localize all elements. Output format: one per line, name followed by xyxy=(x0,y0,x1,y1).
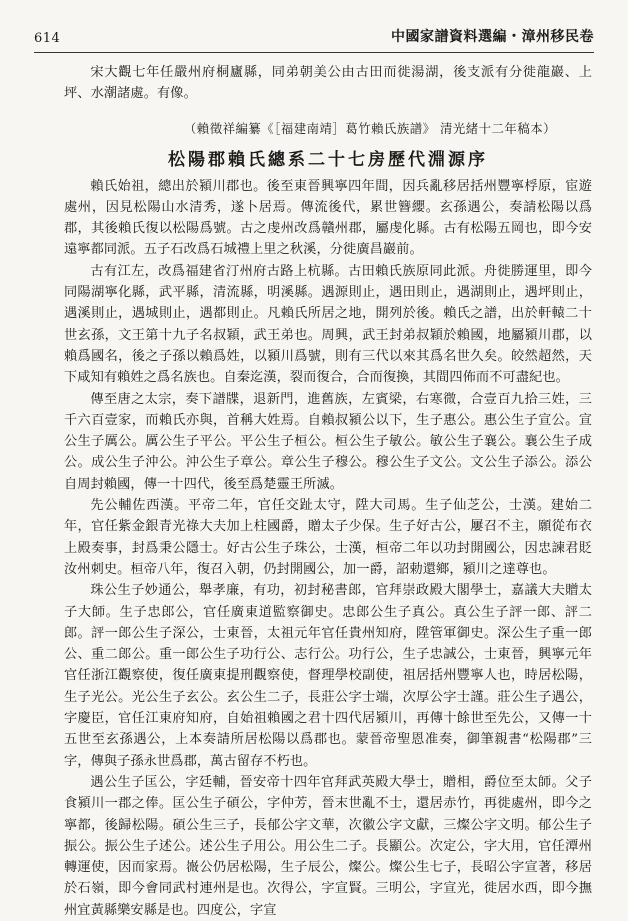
paragraph-6: 遇公生子匡公，字廷輔，晉安帝十四年官拜武英殿大學士，贈相，爵位至太師。父子食潁川一郡之俸。匡公生子碩公，字仲芳，晉末世亂不士，還居赤竹，再徙處州，即今之寧都，後歸松陽。碩公生三子，長郁公字文華，次徽公字文獻，三燦公字文明。郁公生子振公。振公生子述公。述公生子用公。用公生二子。長顯公。次定公，字大用，官任潭州轉運使，因而家焉。嶶公仍居松陽，生子辰公，燦公。燦公生七子，長昭公字宣著，移居於石嶺，即今會同武村連州是也。次得公，字宣賢。三明公，字宣光，徙居水西，即今撫州宜黃縣樂安縣是也。四度公，字宣 xyxy=(64,774,592,918)
paragraph-4: 先公輔佐西漢。平帝二年，官任交趾太守，陞大司馬。生子仙芝公，士漢。建始二年，官任紫金銀青光祿大夫加上柱國爵，贈太子少保。生子好古公，屢召不主，願從布衣上殿奏事，封爲秉公隱士。好古公生子珠公，士漢，桓帝二年以功封開國公，因忠諫君貶汝州刺史。桓帝八年，復召入朝，仍封開國公，加一爵，詔勅還鄉，潁川之達尊也。 xyxy=(64,498,592,577)
running-title: 中國家譜資料選編・漳州移民卷 xyxy=(391,29,594,45)
article-title: 松陽郡賴氏總系二十七房歷代淵源序 xyxy=(168,149,488,170)
page-number: 614 xyxy=(34,31,61,46)
paragraph-2: 古有江左，改爲福建省汀州府古路上杭縣。古田賴氏族原同此派。舟徙勝運里，即今同陽湖寧化縣，武平縣，清流縣，明溪縣。遇源則止，遇田則止，遇湖則止，遇坪則止，遇溪則止，遇城則止，遇都則止。凡賴氏所居之地，開列於後。賴氏之譜，出於軒轅二十世玄孫，文王第十九子名叔穎，武王弟也。周興，武王封弟叔穎於賴國，地屬潁川郡，以賴爲國名，後之子孫以賴爲姓，以潁川爲號，則有三代以來其爲名世久矣。皎然超然，天下咸知有賴姓之爲名族也。自秦迄漢，裂而復合，合而復換，其間四佈而不可盡紀也。 xyxy=(64,263,592,386)
paragraph-3: 傳至唐之太宗，奏下譜牒，退新門，進舊族，左賓梁，右寒微，合壹百九拾三姓，三千六百壹家，而賴氏亦與，首稱大姓焉。自賴叔潁公以下，生子惠公。惠公生子宣公。宣公生子厲公。厲公生子平公。平公生子桓公。桓公生子敏公。敏公生子襄公。襄公生子成公。成公生子沖公。沖公生子章公。章公生子穆公。穆公生子文公。文公生子添公。添公自周封賴國，傳一十四代，後至爲楚靈王所滅。 xyxy=(64,391,592,492)
page-header xyxy=(34,20,594,53)
source-citation: （賴徵祥編纂《［福建南靖］葛竹賴氏族譜》 清光緒十二年稿本） xyxy=(183,120,556,136)
paragraph-1: 賴氏始祖，總出於潁川郡也。後至東晉興寧四年間，因兵亂移居括州豐寧桴原，宦遊處州，因見松陽山水清秀，遂卜居焉。傳流後代，累世簪纓。玄孫遇公，奏請松陽以爲郡，其後賴氏復以松陽爲號。古之虔州改爲贛州郡，屬虔化縣。古有松陽五岡也，即今安遠寧都同派。五子石改爲石城禮上里之秋溪，分徙廣昌巖前。 xyxy=(64,178,592,258)
intro-paragraph: 宋大觀七年任嚴州府桐廬縣，同弟朝美公由古田而徙湯湖，後支派有分徙龍巖、上坪、水潮諸處。有像。 xyxy=(64,65,592,102)
page-body xyxy=(64,62,592,921)
paragraph-5: 珠公生子妙通公，舉孝廉，有功，初封秘書郎，官拜崇政殿大閣學士，嘉議大夫贈太子大師。生子忠郎公，官任廣東道監察御史。忠郎公生子真公。真公生子評一郎、評二郎。評一郎公生子深公，士東晉，太祖元年官任貴州知府，陞管軍御史。深公生子重一郎公、重二郎公。重一郎公生子功行公、志行公。功行公，生子忠誠公，士東晉，興寧元年官任浙江觀察使，復任廣東提刑觀察使，督理學校副使，祖居括州豐寧人也，時居松陽，生子光公。光公生子玄公。玄公生二子，長莊公字士端，次厚公字士謹。莊公生子遇公，字慶臣，官任江東府知府，自始祖賴國之君十四代居潁川，再傳十餘世至先公，又傳一十五世至玄孫遇公，上本奏請所居松陽以爲郡也。蒙晉帝聖恩准奏，御筆親書“松陽郡”三字，傳與子孫永世爲郡，萬古留存不朽也。 xyxy=(64,583,592,769)
